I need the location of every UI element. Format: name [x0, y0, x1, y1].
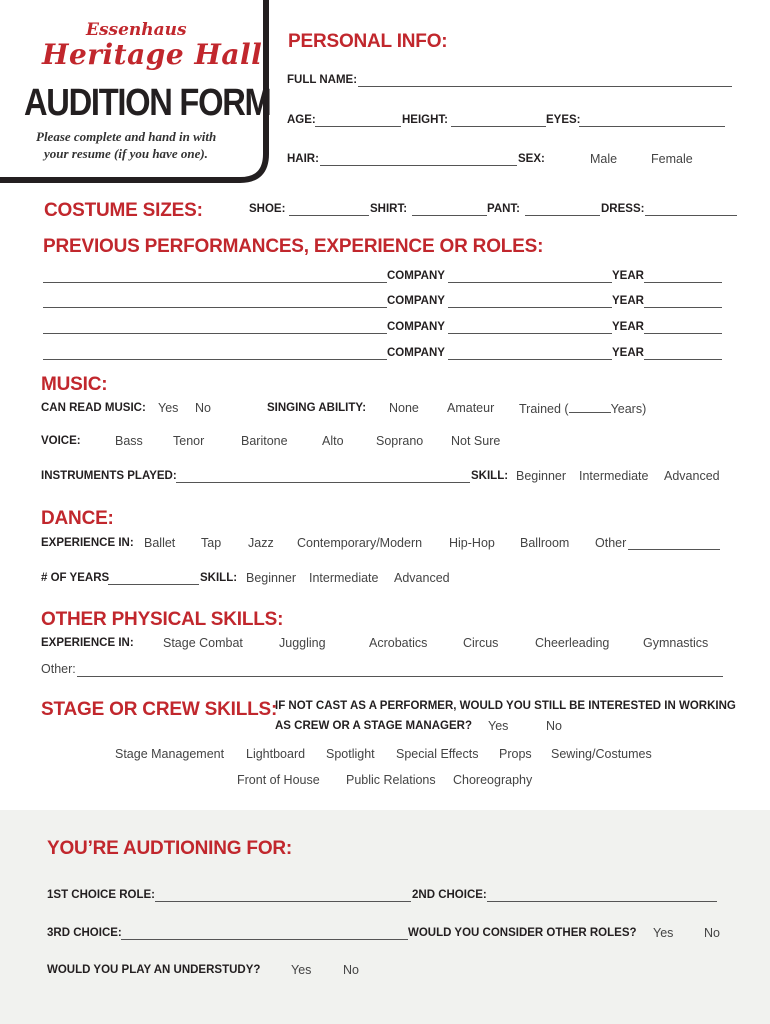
read-music-yes[interactable]: Yes	[158, 401, 179, 415]
music-heading: MUSIC:	[41, 374, 108, 395]
instrument-skill-label: SKILL:	[471, 470, 509, 482]
sex-option-female[interactable]: Female	[651, 152, 693, 166]
second-choice-label: 2ND CHOICE:	[412, 889, 487, 901]
third-choice-label: 3RD CHOICE:	[47, 927, 122, 939]
year-label: YEAR	[612, 321, 644, 333]
personal-info-heading: PERSONAL INFO:	[288, 31, 448, 52]
crew-no[interactable]: No	[546, 719, 562, 733]
age-field[interactable]	[315, 126, 401, 127]
sex-option-male[interactable]: Male	[590, 152, 618, 166]
dance-style-option[interactable]: Ballroom	[520, 536, 570, 550]
voice-option[interactable]: Bass	[115, 434, 143, 448]
shirt-field[interactable]	[412, 215, 487, 216]
physical-skill-option[interactable]: Juggling	[279, 636, 326, 650]
shoe-field[interactable]	[289, 215, 369, 216]
dress-label: DRESS:	[601, 203, 645, 215]
crew-skill-option[interactable]: Front of House	[237, 773, 320, 787]
consider-no[interactable]: No	[704, 926, 720, 940]
physical-experience-label: EXPERIENCE IN:	[41, 637, 134, 649]
trained-prefix: Trained (	[519, 402, 569, 416]
eyes-field[interactable]	[579, 126, 725, 127]
year-field[interactable]	[644, 307, 722, 308]
dance-skill-option[interactable]: Beginner	[246, 571, 297, 585]
dance-style-option[interactable]: Jazz	[248, 536, 274, 550]
company-field[interactable]	[448, 282, 612, 283]
physical-skill-option[interactable]: Cheerleading	[535, 636, 610, 650]
company-label: COMPANY	[387, 270, 445, 282]
company-label: COMPANY	[387, 321, 445, 333]
role-field[interactable]	[43, 307, 387, 308]
crew-skill-option[interactable]: Props	[499, 747, 532, 761]
understudy-no[interactable]: No	[343, 963, 359, 977]
stage-crew-heading: STAGE OR CREW SKILLS:	[41, 699, 278, 720]
pant-label: PANT:	[487, 203, 521, 215]
company-label: COMPANY	[387, 347, 445, 359]
dance-style-option[interactable]: Contemporary/Modern	[297, 536, 423, 550]
company-field[interactable]	[448, 307, 612, 308]
instrument-skill-option[interactable]: Intermediate	[579, 469, 649, 483]
company-label: COMPANY	[387, 295, 445, 307]
dance-experience-label: EXPERIENCE IN:	[41, 537, 134, 549]
voice-option[interactable]: Not Sure	[451, 434, 501, 448]
brand-top: Essenhaus	[86, 20, 187, 40]
dance-other-field[interactable]	[628, 549, 720, 550]
understudy-yes[interactable]: Yes	[291, 963, 312, 977]
singing-trained[interactable]	[519, 401, 646, 416]
physical-skill-option[interactable]: Circus	[463, 636, 499, 650]
company-field[interactable]	[448, 359, 612, 360]
role-field[interactable]	[43, 359, 387, 360]
instrument-skill-option[interactable]: Advanced	[664, 469, 720, 483]
dance-style-option[interactable]: Hip-Hop	[449, 536, 495, 550]
physical-skills-heading: OTHER PHYSICAL SKILLS:	[41, 609, 284, 630]
sex-label: SEX:	[518, 153, 545, 165]
crew-skill-option[interactable]: Public Relations	[346, 773, 436, 787]
dance-other-label: Other	[595, 536, 627, 550]
full-name-field[interactable]	[358, 86, 732, 87]
physical-skill-option[interactable]: Stage Combat	[163, 636, 243, 650]
instrument-skill-option[interactable]: Beginner	[516, 469, 567, 483]
dance-years-label: # OF YEARS	[41, 572, 110, 584]
consider-other-roles-label: WOULD YOU CONSIDER OTHER ROLES?	[408, 927, 637, 939]
understudy-label: WOULD YOU PLAY AN UNDERSTUDY?	[47, 964, 261, 976]
eyes-label: EYES:	[546, 114, 581, 126]
singing-ability-label: SINGING ABILITY:	[267, 402, 367, 414]
height-field[interactable]	[451, 126, 546, 127]
pant-field[interactable]	[525, 215, 600, 216]
year-field[interactable]	[644, 333, 722, 334]
age-label: AGE:	[287, 114, 316, 126]
dance-style-option[interactable]: Ballet	[144, 536, 176, 550]
hair-field[interactable]	[320, 165, 517, 166]
first-choice-label: 1ST CHOICE ROLE:	[47, 889, 155, 901]
costume-sizes-heading: COSTUME SIZES:	[44, 200, 203, 221]
singing-amateur[interactable]: Amateur	[447, 401, 495, 415]
crew-yes[interactable]: Yes	[488, 719, 509, 733]
full-name-label: FULL NAME:	[287, 74, 358, 86]
physical-other-label: Other:	[41, 662, 76, 676]
consider-yes[interactable]: Yes	[653, 926, 674, 940]
dance-heading: DANCE:	[41, 508, 114, 529]
form-title: AUDITION FORM	[24, 82, 271, 124]
year-label: YEAR	[612, 270, 644, 282]
crew-question-line-2: AS CREW OR A STAGE MANAGER?	[275, 720, 472, 732]
first-choice-field[interactable]	[155, 901, 411, 902]
role-field[interactable]	[43, 282, 387, 283]
dance-skill-option[interactable]: Intermediate	[309, 571, 379, 585]
year-field[interactable]	[644, 359, 722, 360]
crew-question-line-1: IF NOT CAST AS A PERFORMER, WOULD YOU STILL BE INTERESTED IN WORKING	[275, 700, 736, 712]
year-field[interactable]	[644, 282, 722, 283]
voice-label: VOICE:	[41, 435, 81, 447]
voice-option[interactable]: Baritone	[241, 434, 288, 448]
read-music-no[interactable]: No	[195, 401, 211, 415]
physical-skill-option[interactable]: Gymnastics	[643, 636, 709, 650]
shoe-label: SHOE:	[249, 203, 286, 215]
crew-skill-option[interactable]: Lightboard	[246, 747, 306, 761]
shirt-label: SHIRT:	[370, 203, 408, 215]
crew-skill-option[interactable]: Choreography	[453, 773, 533, 787]
dress-field[interactable]	[645, 215, 737, 216]
crew-skill-option[interactable]: Stage Management	[115, 747, 225, 761]
dance-skill-label: SKILL:	[200, 572, 238, 584]
brand-main: Heritage Hall	[42, 38, 263, 71]
instruments-label: INSTRUMENTS PLAYED:	[41, 470, 177, 482]
physical-skill-option[interactable]: Acrobatics	[369, 636, 428, 650]
crew-skill-option[interactable]: Sewing/Costumes	[551, 747, 652, 761]
role-field[interactable]	[43, 333, 387, 334]
physical-other-field[interactable]	[77, 676, 723, 677]
trained-suffix: Years)	[610, 402, 647, 416]
instruments-field[interactable]	[176, 482, 470, 483]
second-choice-field[interactable]	[487, 901, 717, 902]
company-field[interactable]	[448, 333, 612, 334]
crew-skill-option[interactable]: Spotlight	[326, 747, 375, 761]
previous-performances-heading: PREVIOUS PERFORMANCES, EXPERIENCE OR ROLES:	[43, 236, 544, 257]
can-read-music-label: CAN READ MUSIC:	[41, 402, 146, 414]
trained-years-field[interactable]	[569, 401, 611, 413]
instructions-line-2: your resume (if you have one).	[44, 146, 208, 161]
voice-option[interactable]: Alto	[322, 434, 344, 448]
third-choice-field[interactable]	[121, 939, 408, 940]
dance-years-field[interactable]	[108, 584, 199, 585]
year-label: YEAR	[612, 295, 644, 307]
voice-option[interactable]: Tenor	[173, 434, 205, 448]
auditioning-heading: YOU’RE AUDTIONING FOR:	[47, 838, 293, 859]
voice-option[interactable]: Soprano	[376, 434, 424, 448]
crew-skill-option[interactable]: Special Effects	[396, 747, 479, 761]
year-label: YEAR	[612, 347, 644, 359]
instructions-line-1: Please complete and hand in with	[36, 129, 217, 144]
hair-label: HAIR:	[287, 153, 319, 165]
dance-skill-option[interactable]: Advanced	[394, 571, 450, 585]
singing-none[interactable]: None	[389, 401, 419, 415]
dance-style-option[interactable]: Tap	[201, 536, 222, 550]
height-label: HEIGHT:	[402, 114, 448, 126]
